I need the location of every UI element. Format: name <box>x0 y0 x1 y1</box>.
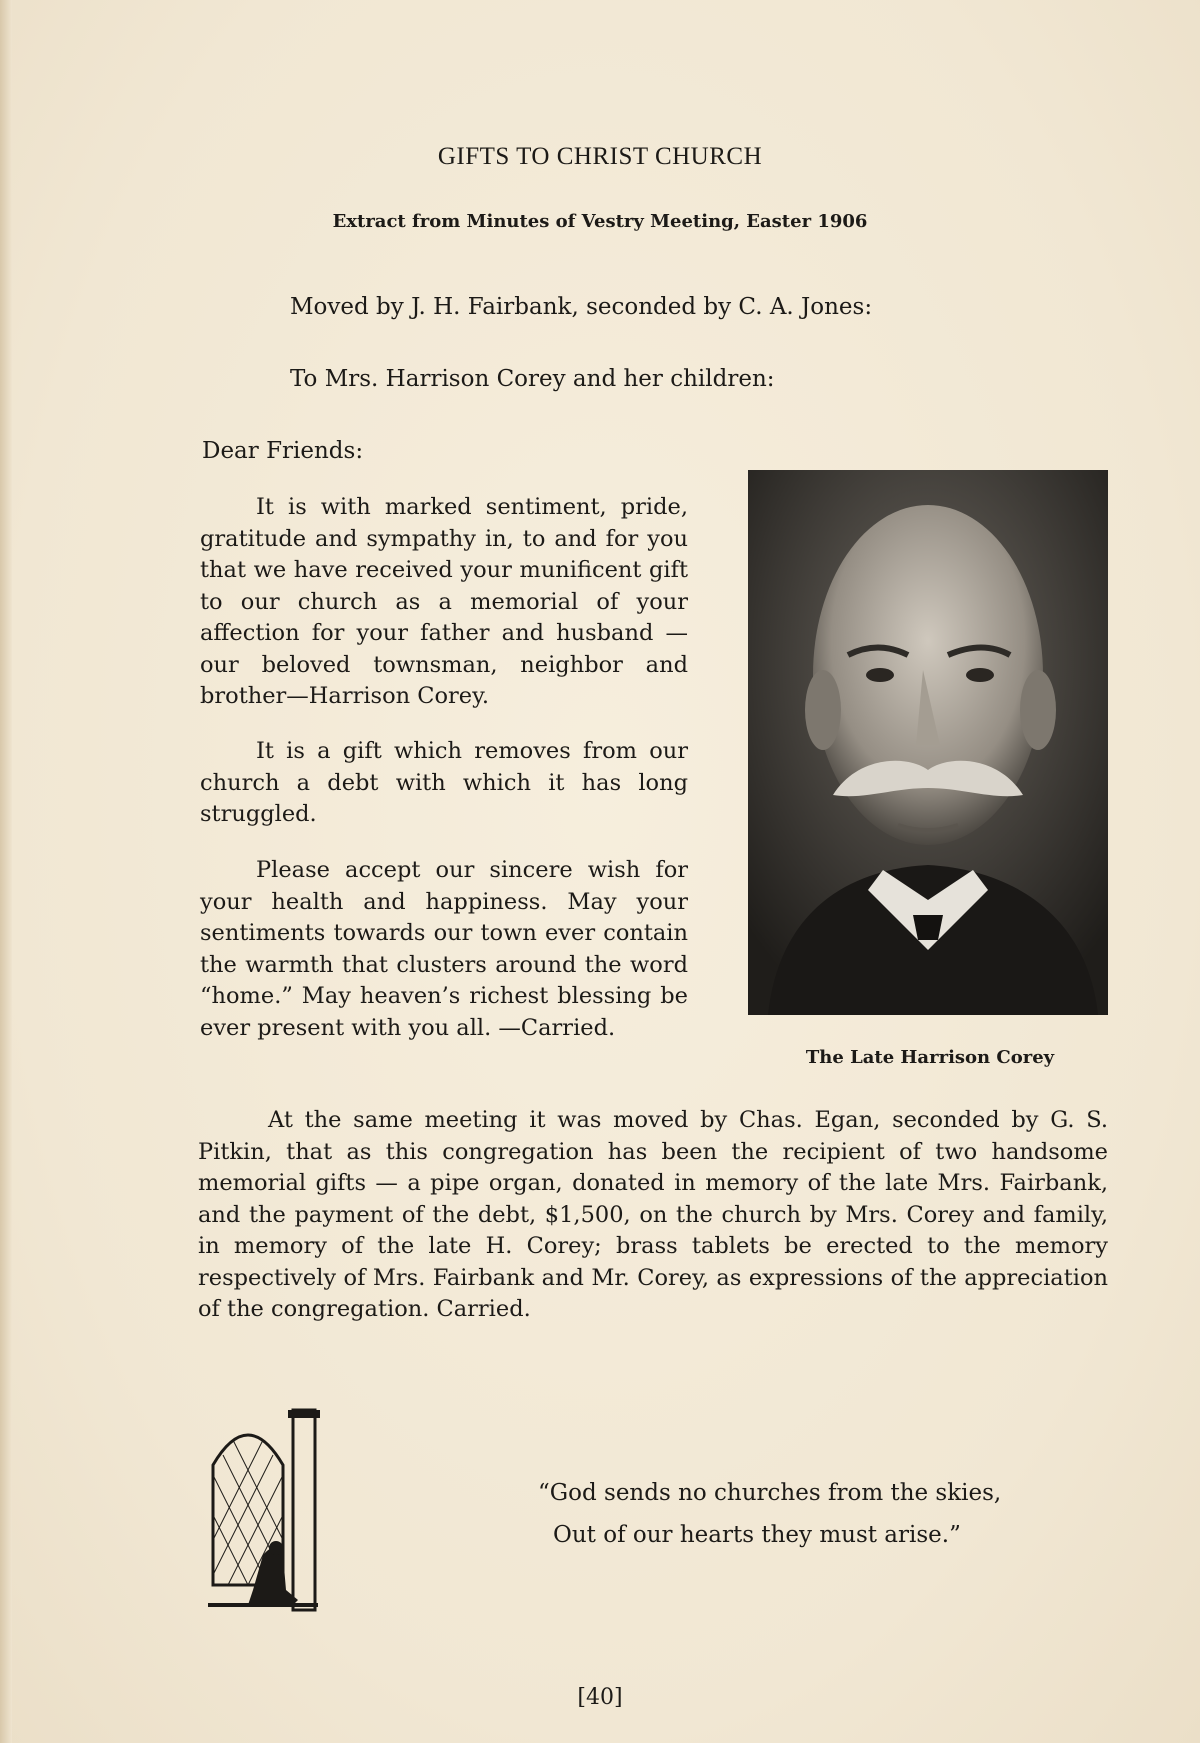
stained-glass-window-icon <box>208 1405 348 1615</box>
quote-line-2: Out of our hearts they must arise.” <box>553 1522 961 1548</box>
page-edge <box>0 0 12 1743</box>
letter-paragraph-text: Please accept our sincere wish for your health and happiness. May your sentiments towards our town ever contain the warmth that clusters around the word “home.” May heaven’s richest blessing be ever present with you all. —Carried. <box>200 857 688 1041</box>
portrait-photo <box>748 470 1108 1015</box>
photo-caption: The Late Harrison Corey <box>805 1047 1055 1068</box>
letter-paragraph-3 <box>200 855 688 1044</box>
letter-paragraph-1 <box>200 492 688 713</box>
portrait-image <box>748 470 1108 1015</box>
quote-line-1: “God sends no churches from the skies, <box>538 1480 1002 1506</box>
letter-paragraph-2 <box>200 736 688 831</box>
page-subtitle: Extract from Minutes of Vestry Meeting, Easter 1906 <box>332 211 868 232</box>
church-window-illustration <box>208 1405 348 1615</box>
moved-line: Moved by J. H. Fairbank, seconded by C. A. Jones: <box>290 294 873 320</box>
page-title: GIFTS TO CHRIST CHURCH <box>437 143 763 170</box>
second-motion-text: At the same meeting it was moved by Chas. Egan, seconded by G. S. Pitkin, that as this congregation has been the recipient of two handsome memorial gifts — a pipe organ, donated in memory of the late Mrs. Fairbank, and the payment of the debt, $1,500, on the church by Mrs. Corey and family, in memory of the late H. Corey; brass tablets be erected to the memory respectively of Mrs. Fairbank and Mr. Corey, as expressions of the appreciation of the congregation. Carried. <box>198 1107 1108 1322</box>
page-number: [40] <box>577 1685 623 1710</box>
letter-paragraph-text: It is a gift which removes from our church a debt with which it has long struggled. <box>200 738 688 827</box>
salutation: Dear Friends: <box>202 438 364 464</box>
addressee-line: To Mrs. Harrison Corey and her children: <box>290 366 775 392</box>
second-motion-paragraph <box>198 1105 1108 1326</box>
letter-paragraph-text: It is with marked sentiment, pride, gratitude and sympathy in, to and for you that we have received your munificent gift to our church as a memorial of your affection for your father and husband — our beloved townsman, neighbor and brother—Harrison Corey. <box>200 494 688 709</box>
